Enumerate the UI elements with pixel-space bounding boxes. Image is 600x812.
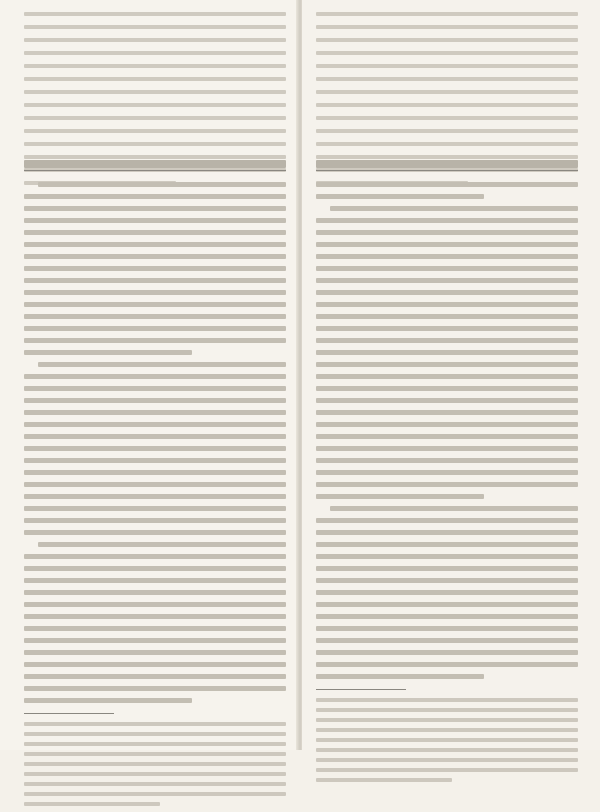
right-page	[302, 0, 600, 750]
right-running-head	[316, 160, 578, 171]
left-footnotes	[24, 722, 286, 806]
left-page	[0, 0, 298, 750]
right-footnotes	[316, 698, 578, 782]
right-footnote-rule	[316, 689, 406, 690]
left-footnote-rule	[24, 713, 114, 714]
right-body-text	[316, 182, 578, 788]
left-running-head	[24, 160, 286, 171]
left-body-text	[24, 182, 286, 812]
